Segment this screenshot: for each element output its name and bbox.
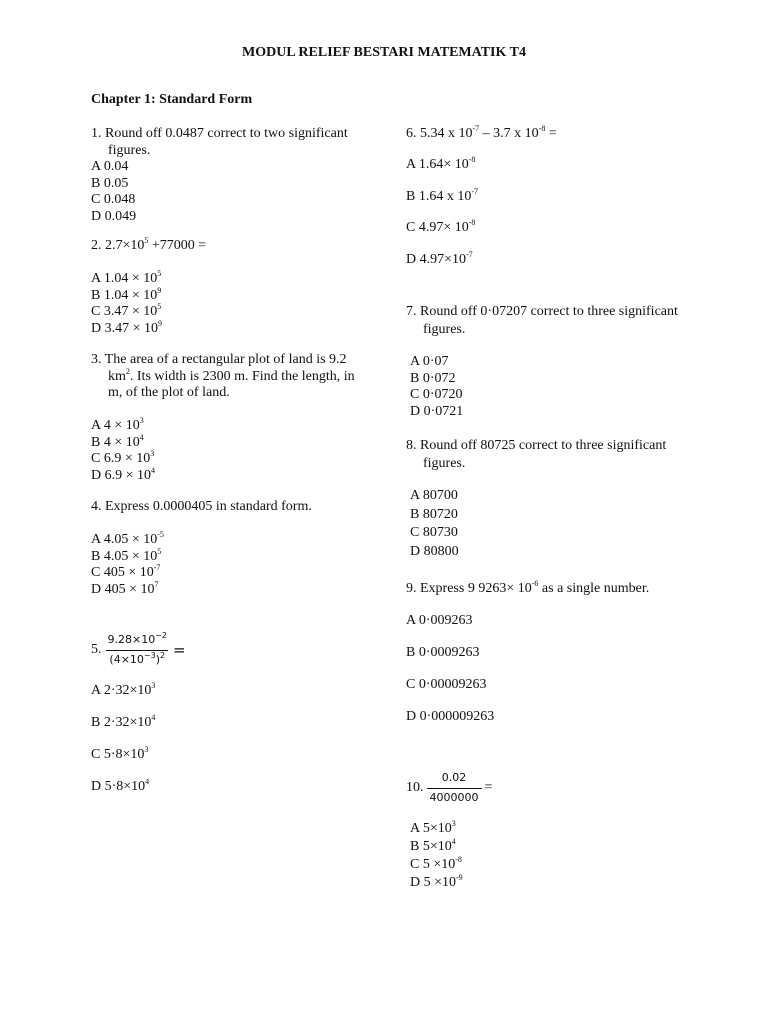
question-1: [91, 126, 348, 225]
option-d: D $6.9 \times 10^4$: [91, 465, 156, 483]
question-3-text-cont: $km^2$. Its width is 2300 m. Find the length, in: [108, 366, 355, 384]
question-4-text: 4. Express 0.0000405 in standard form.: [91, 499, 312, 514]
option-c: C $6.9 \times 10^3$: [91, 449, 155, 466]
option-a: A $1.04 \times 10^5$: [91, 269, 162, 286]
question-6-option-d: D $4.97\times 10^{-7}$: [406, 250, 473, 267]
question-7-text-cont: figures.: [423, 322, 466, 337]
fraction: $\frac{9.28\times 10^{-2}}{(4\times 10^{-3})^2}$: [105, 632, 171, 668]
question-8-text: 8. Round off 80725 correct to three significant: [406, 438, 667, 453]
question-5-option-a: A $2\cdot 32\times 10^3$: [91, 681, 156, 698]
question-6-text: 6. 5.34 x $10^{-7} - 3.7$ x $10^{-8}$ =: [406, 124, 557, 141]
question-10-options: [410, 820, 463, 892]
option-a: A $4.05 \times 10^{-5}$: [91, 530, 164, 547]
question-1-text-cont: figures.: [108, 142, 151, 158]
option-d: D 0.049: [91, 208, 137, 224]
question-9-option-a: A 0·009263: [406, 613, 473, 628]
question-9-option-d: D 0·000009263: [406, 709, 495, 724]
option-c: C 0.048: [91, 192, 136, 207]
option-d: D $5 \times 10^{-9}$: [410, 873, 463, 890]
option-a: A 0·07: [410, 354, 449, 369]
option-b: B 80720: [410, 506, 458, 522]
question-10-expression: 10. $\frac{0.02}{4000000}$ =: [406, 770, 492, 806]
option-b: B $4.05 \times 10^5$: [91, 546, 162, 564]
question-9-option-b: B 0·0009263: [406, 645, 480, 660]
question-2-text: 2. $2.7\times 10^5 +77000$ =: [91, 236, 207, 253]
question-5-option-c: C $5\cdot 8\times 10^3$: [91, 745, 149, 762]
question-3-text-cont2: m, of the plot of land.: [108, 385, 230, 400]
option-b: B $5\times 10^4$: [410, 837, 456, 854]
question-1-text: 1. Round off 0.0487 correct to two significant: [91, 126, 348, 141]
question-9-text: 9. Express 9 $9263\times 10^{-6}$ as a single number.: [406, 579, 650, 596]
option-a: A $4 \times 10^3$: [91, 416, 144, 433]
question-4: [91, 499, 312, 598]
option-a: A 80700: [410, 488, 458, 503]
question-5-expression: 5. $\frac{9.28\times 10^{-2}}{(4\times 10^{-3})^2}$ =: [91, 632, 186, 668]
option-c: C $5 \times 10^{-8}$: [410, 855, 462, 872]
option-c: C $3.47 \times 10^5$: [91, 302, 162, 319]
chapter-heading: Chapter 1: Standard Form: [91, 92, 253, 107]
page-title: MODUL RELIEF BESTARI MATEMATIK T4: [242, 45, 526, 60]
question-7-text: 7. Round off 0·07207 correct to three significant: [406, 304, 678, 319]
question-3: [91, 352, 355, 484]
option-b: B $1.04 \times 10^9$: [91, 285, 162, 303]
question-6-option-c: C $4.97\times 10^{-8}$: [406, 218, 476, 235]
option-a: A 0.04: [91, 159, 129, 174]
question-9-option-c: C 0·00009263: [406, 677, 487, 692]
question-2: [91, 238, 206, 337]
question-6-option-b: B 1.64 x $10^{-7}$: [406, 187, 479, 204]
question-5-option-d: D $5\cdot 8\times 10^4$: [91, 777, 150, 794]
option-d: D $3.47 \times 10^9$: [91, 318, 163, 336]
question-6-option-a: A $1.64\times 10^{-8}$: [406, 155, 476, 172]
option-c: C $405 \times 10^{-7}$: [91, 563, 161, 580]
option-c: C 0·0720: [410, 387, 463, 402]
option-b: B 0.05: [91, 175, 129, 191]
option-d: D 0·0721: [410, 403, 464, 419]
fraction: $\frac{0.02}{4000000}$: [427, 770, 482, 806]
question-5-option-b: B $2\cdot 32\times 10^4$: [91, 713, 156, 730]
option-d: D $405 \times 10^7$: [91, 579, 159, 597]
question-8: [406, 437, 666, 473]
option-d: D 80800: [410, 543, 459, 559]
option-a: A $5\times 10^3$: [410, 819, 456, 836]
question-5: [91, 632, 186, 668]
question-8-text-cont: figures.: [423, 456, 466, 471]
question-8-options: [410, 487, 459, 561]
option-b: B $4 \times 10^4$: [91, 432, 144, 450]
question-7-options: [410, 354, 463, 420]
option-b: B 0·072: [410, 370, 456, 386]
question-7: [406, 303, 678, 339]
question-3-text: 3. The area of a rectangular plot of land is 9.2: [91, 352, 347, 367]
option-c: C 80730: [410, 525, 458, 540]
